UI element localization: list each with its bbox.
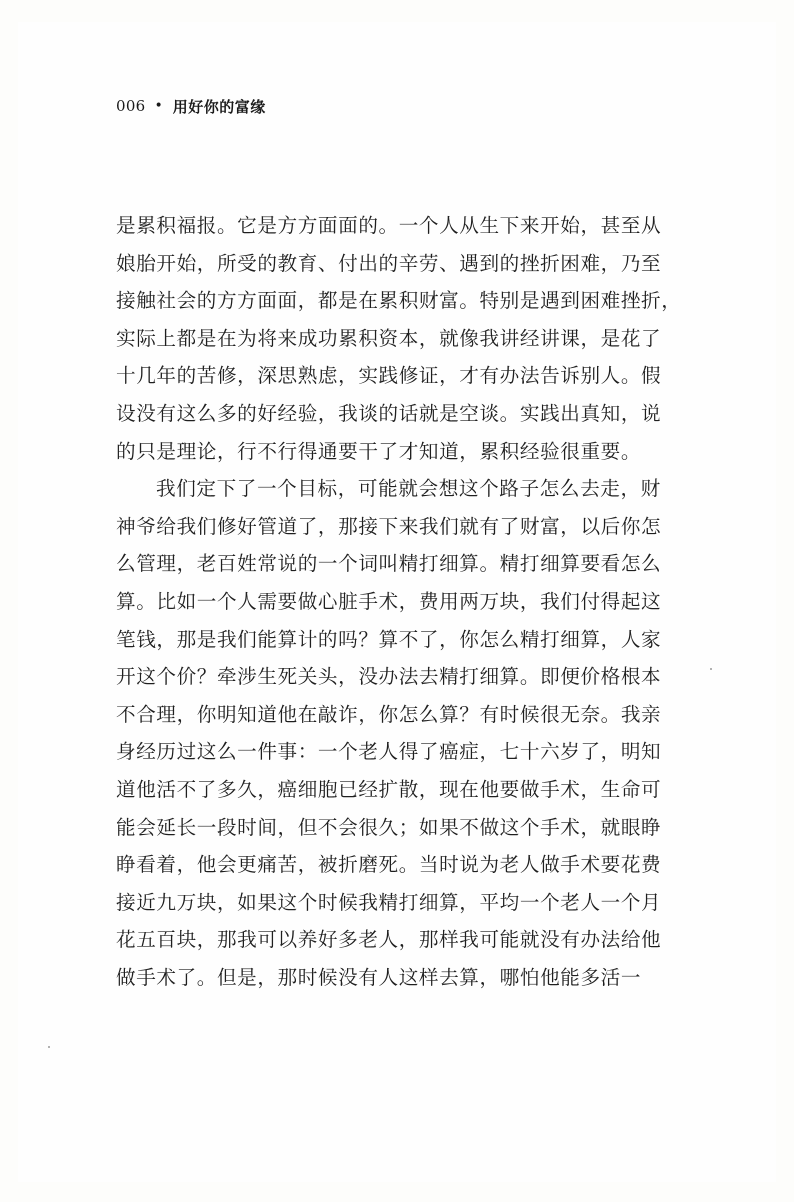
text-line: 实际上都是在为将来成功累积资本，就像我讲经讲课，是花了 (116, 326, 662, 350)
body-text (116, 207, 682, 996)
scan-speck (710, 668, 712, 670)
text-line: 么管理，老百姓常说的一个词叫精打细算。精打细算要看怎么 (116, 552, 662, 576)
text-line: 笔钱，那是我们能算计的吗？算不了，你怎么精打细算，人家 (116, 627, 662, 651)
text-line: 接触社会的方方面面，都是在累积财富。特别是遇到困难挫折， (116, 289, 682, 313)
text-line: 娘胎开始，所受的教育、付出的辛劳、遇到的挫折困难，乃至 (116, 251, 662, 275)
text-line: 身经历过这么一件事：一个老人得了癌症，七十六岁了，明知 (116, 740, 662, 764)
text-line: 我们定下了一个目标，可能就会想这个路子怎么去走，财 (156, 477, 661, 501)
text-line: 神爷给我们修好管道了，那接下来我们就有了财富，以后你怎 (116, 514, 662, 538)
text-line: 设没有这么多的好经验，我谈的话就是空谈。实践出真知，说 (116, 401, 662, 425)
page-number: 006 (116, 97, 146, 115)
text-line: 的只是理论，行不行得通要干了才知道，累积经验很重要。 (116, 439, 642, 463)
running-header (116, 94, 266, 118)
text-line: 不合理，你明知道他在敲诈，你怎么算？有时候很无奈。我亲 (116, 702, 662, 726)
text-line: 睁看着，他会更痛苦，被折磨死。当时说为老人做手术要花费 (116, 853, 662, 877)
text-line: 道他活不了多久，癌细胞已经扩散，现在他要做手术，生命可 (116, 777, 662, 801)
header-separator: • (154, 98, 163, 114)
paragraph-1 (116, 207, 682, 470)
text-line: 开这个价？牵涉生死关头，没办法去精打细算。即便价格根本 (116, 665, 662, 689)
text-line: 接近九万块，如果这个时候我精打细算，平均一个老人一个月 (116, 890, 662, 914)
text-line: 做手术了。但是，那时候没有人这样去算，哪怕他能多活一 (116, 965, 642, 989)
paragraph-2 (116, 470, 668, 996)
text-line: 算。比如一个人需要做心脏手术，费用两万块，我们付得起这 (116, 589, 662, 613)
book-title: 用好你的富缘 (172, 97, 266, 116)
text-line: 能会延长一段时间，但不会很久；如果不做这个手术，就眼睁 (116, 815, 662, 839)
text-line: 是累积福报。它是方方面面的。一个人从生下来开始，甚至从 (116, 214, 662, 237)
scan-speck (48, 1046, 50, 1048)
text-line: 十几年的苦修，深思熟虑，实践修证，才有办法告诉别人。假 (116, 364, 662, 388)
text-line: 花五百块，那我可以养好多老人，那样我可能就没有办法给他 (116, 928, 662, 952)
